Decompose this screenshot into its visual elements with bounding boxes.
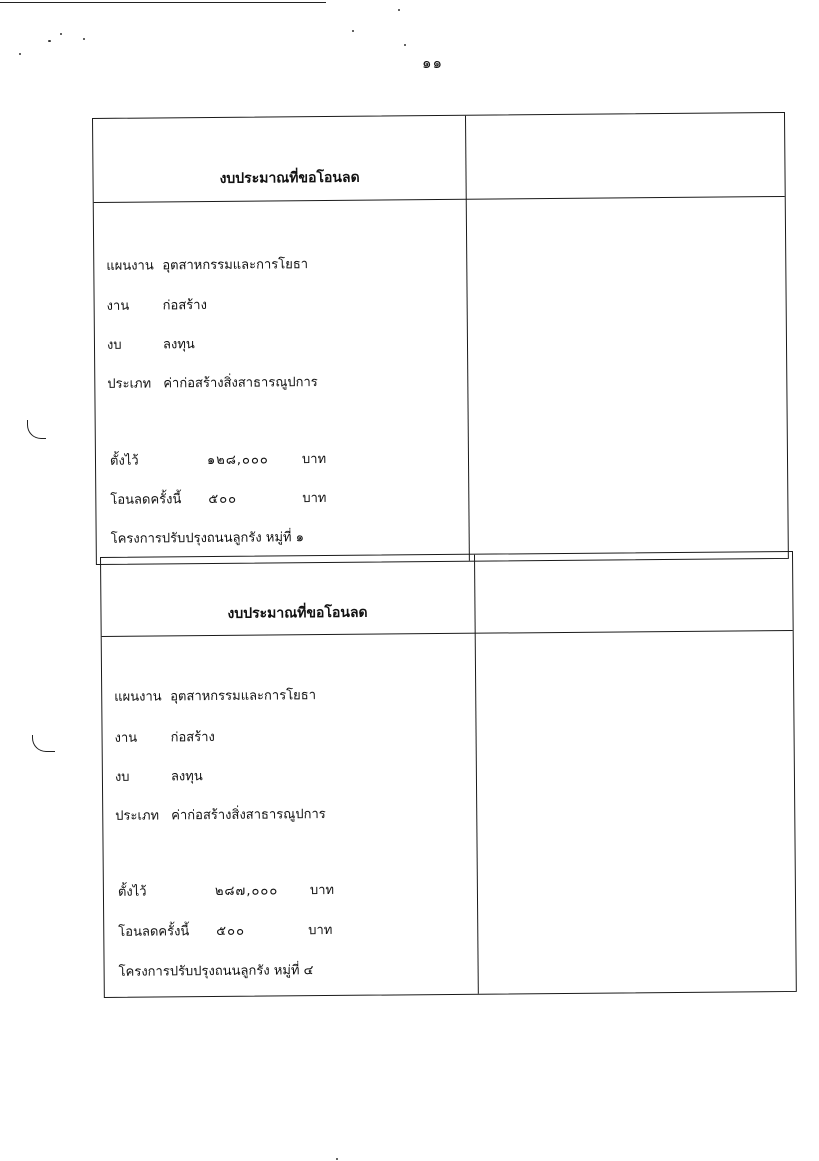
budget-transfer-table-1 bbox=[92, 112, 789, 565]
work-label: งาน bbox=[114, 730, 138, 746]
budget-value: ลงทุน bbox=[162, 337, 195, 353]
header-divider bbox=[94, 196, 785, 203]
type-value: ค่าก่อสร้างสิ่งสาธารณูปการ bbox=[171, 807, 326, 824]
page-number: ๑๑ bbox=[422, 54, 444, 72]
top-edge-rule bbox=[0, 2, 326, 3]
column-divider bbox=[465, 116, 470, 561]
scan-speck bbox=[336, 1158, 338, 1160]
work-value: ก่อสร้าง bbox=[162, 298, 207, 314]
project-row bbox=[119, 958, 469, 981]
project-name: โครงการปรับปรุงถนนลูกรัง หมู่ที่ ๔ bbox=[118, 963, 314, 980]
set-amount: ๒๘๗,๐๐๐ bbox=[214, 883, 279, 900]
plan-row bbox=[114, 683, 464, 706]
scan-speck bbox=[398, 9, 400, 11]
set-amount-row bbox=[110, 447, 460, 470]
header-title: งบประมาณที่ขอโอนลด bbox=[219, 169, 360, 187]
scan-speck bbox=[48, 40, 51, 42]
cut-amount-row bbox=[118, 918, 468, 941]
scan-mark bbox=[32, 735, 55, 752]
work-row bbox=[107, 292, 457, 315]
header-divider bbox=[102, 630, 793, 637]
plan-label: แผนงาน bbox=[106, 258, 154, 274]
budget-row bbox=[107, 331, 457, 354]
work-label: งาน bbox=[106, 298, 130, 314]
type-label: ประเภท bbox=[115, 808, 160, 824]
set-unit: บาท bbox=[309, 882, 335, 899]
column-divider bbox=[474, 555, 479, 994]
budget-row bbox=[115, 763, 465, 786]
work-row bbox=[114, 724, 464, 747]
scan-mark bbox=[27, 420, 46, 439]
set-amount: ๑๒๘,๐๐๐ bbox=[206, 452, 269, 469]
scan-speck bbox=[83, 38, 85, 40]
plan-label: แผนงาน bbox=[114, 689, 162, 705]
scan-speck bbox=[19, 53, 21, 55]
cut-amount: ๕๐๐ bbox=[208, 491, 238, 507]
cut-amount: ๕๐๐ bbox=[216, 923, 246, 939]
budget-value: ลงทุน bbox=[170, 769, 203, 785]
scan-speck bbox=[404, 44, 406, 46]
set-unit: บาท bbox=[301, 451, 327, 468]
budget-label: งบ bbox=[114, 769, 130, 785]
set-label: ตั้งไว้ bbox=[109, 453, 139, 469]
plan-value: อุตสาหกรรมและการโยธา bbox=[162, 257, 309, 274]
cut-label: โอนลดครั้งนี้ bbox=[110, 492, 182, 508]
header-title: งบประมาณที่ขอโอนลด bbox=[227, 604, 368, 622]
set-amount-row bbox=[118, 878, 468, 901]
budget-label: งบ bbox=[106, 337, 122, 353]
project-name: โครงการปรับปรุงถนนลูกรัง หมู่ที่ ๑ bbox=[110, 530, 305, 547]
type-value: ค่าก่อสร้างสิ่งสาธารณูปการ bbox=[163, 375, 318, 392]
project-row bbox=[111, 525, 461, 548]
plan-value: อุตสาหกรรมและการโยธา bbox=[170, 688, 317, 705]
work-value: ก่อสร้าง bbox=[170, 730, 215, 746]
type-label: ประเภท bbox=[107, 376, 152, 392]
plan-row bbox=[106, 252, 456, 275]
cut-unit: บาท bbox=[302, 490, 327, 507]
cut-amount-row bbox=[110, 486, 460, 509]
budget-transfer-table-2 bbox=[100, 551, 797, 998]
type-row bbox=[115, 802, 465, 825]
scan-speck bbox=[352, 30, 354, 32]
set-label: ตั้งไว้ bbox=[117, 884, 147, 900]
type-row bbox=[107, 370, 457, 393]
cut-label: โอนลดครั้งนี้ bbox=[118, 924, 190, 940]
cut-unit: บาท bbox=[308, 922, 333, 939]
scan-speck bbox=[60, 33, 62, 35]
